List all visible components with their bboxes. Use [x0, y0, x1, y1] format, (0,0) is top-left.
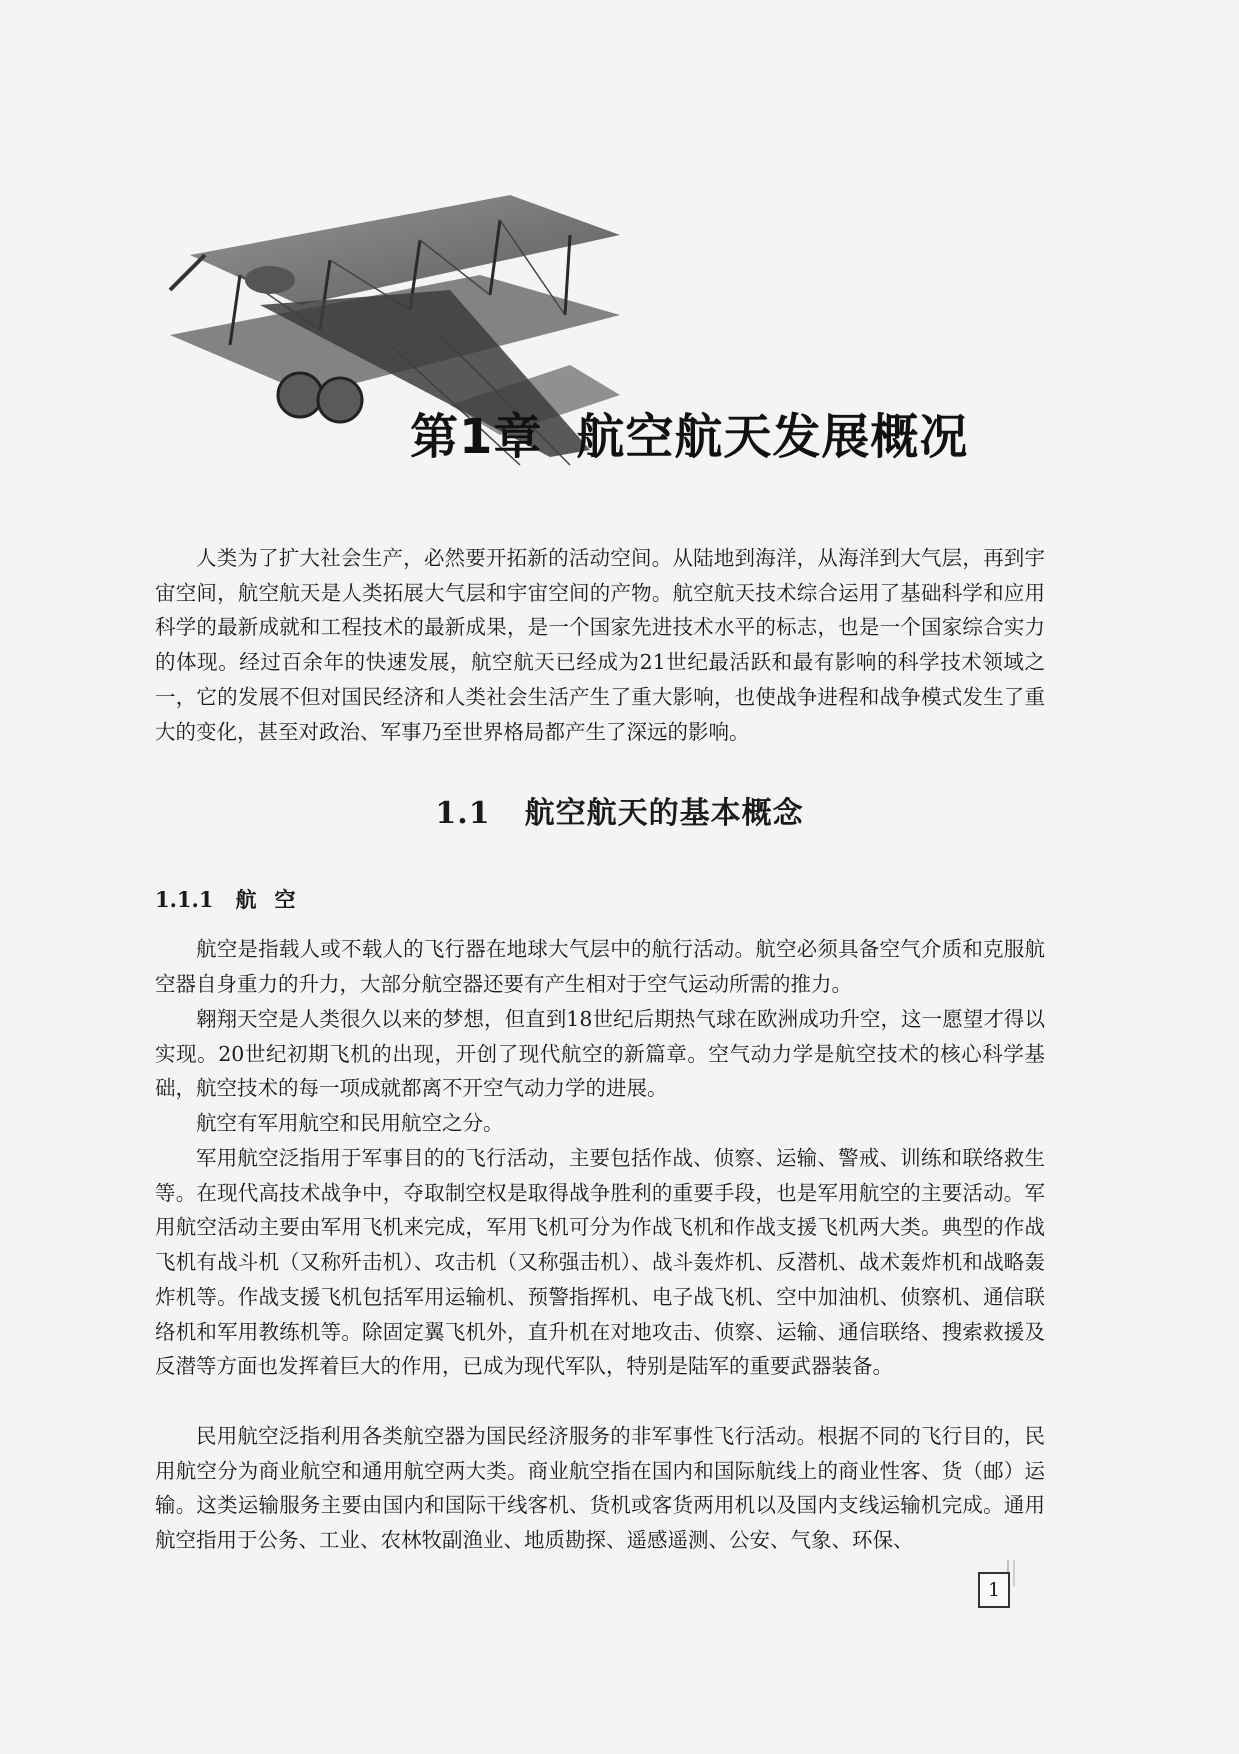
subsection-number: 1.1.1: [155, 887, 214, 912]
section-number: 1.1: [435, 796, 491, 831]
subsection-title: 航空: [235, 887, 314, 912]
body-paragraph: 航空是指载人或不载人的飞行器在地球大气层中的航行活动。航空必须具备空气介质和克服航空器自身重力的升力，大部分航空器还要有产生相对于空气运动所需的推力。: [155, 937, 1045, 996]
body-paragraph: 航空有军用航空和民用航空之分。: [196, 1111, 504, 1135]
section-title: 航空航天的基本概念: [524, 796, 804, 831]
subsection-heading: [155, 884, 313, 914]
chapter-number: 第1章: [410, 409, 543, 465]
body-paragraph: 军用航空泛指用于军事目的的飞行活动，主要包括作战、侦察、运输、警戒、训练和联络救生等。在现代高技术战争中，夺取制空权是取得战争胜利的重要手段，也是军用航空的主要活动。军用航空活动主要由军用飞机来完成，军用飞机可分为作战飞机和作战支援飞机两大类。典型的作战飞机有战斗机（又称歼击机）、攻击机（又称强击机）、战斗轰炸机、反潜机、战术轰炸机和战略轰炸机等。作战支援飞机包括军用运输机、预警指挥机、电子战飞机、空中加油机、侦察机、通信联络机和军用教练机等。除固定翼飞机外，直升机在对地攻击、侦察、运输、通信联络、搜索救援及反潜等方面也发挥着巨大的作用，已成为现代军队，特别是陆军的重要武器装备。: [155, 1146, 1045, 1379]
body-paragraph: 民用航空泛指利用各类航空器为国民经济服务的非军事性飞行活动。根据不同的飞行目的，民用航空分为商业航空和通用航空两大类。商业航空指在国内和国际航线上的商业性客、货（邮）运输。这类运输服务主要由国内和国际干线客机、货机或客货两用机以及国内支线运输机完成。通用航空指用于公务、工业、农林牧副渔业、地质勘探、遥感遥测、公安、气象、环保、: [155, 1424, 1045, 1553]
chapter-title: [410, 398, 968, 467]
intro-paragraph: 人类为了扩大社会生产，必然要开拓新的活动空间。从陆地到海洋，从海洋到大气层，再到宇宙空间，航空航天是人类拓展大气层和宇宙空间的产物。航空航天技术综合运用了基础科学和应用科学的最新成就和工程技术的最新成果，是一个国家先进技术水平的标志，也是一个国家综合实力的体现。经过百余年的快速发展，航空航天已经成为21世纪最活跃和最有影响的科学技术领域之一，它的发展不但对国民经济和人类社会生活产生了重大影响，也使战争进程和战争模式发生了重大的变化，甚至对政治、军事乃至世界格局都产生了深远的影响。: [155, 546, 1045, 744]
chapter-title-text: 航空航天发展概况: [576, 409, 969, 465]
section-heading: [0, 788, 1239, 832]
body-paragraph: 翱翔天空是人类很久以来的梦想，但直到18世纪后期热气球在欧洲成功升空，这一愿望才得以实现。20世纪初期飞机的出现，开创了现代航空的新篇章。空气动力学是航空技术的核心科学基础，航空技术的每一项成就都离不开空气动力学的进展。: [155, 1007, 1045, 1101]
page-number: 1: [978, 1572, 1010, 1608]
